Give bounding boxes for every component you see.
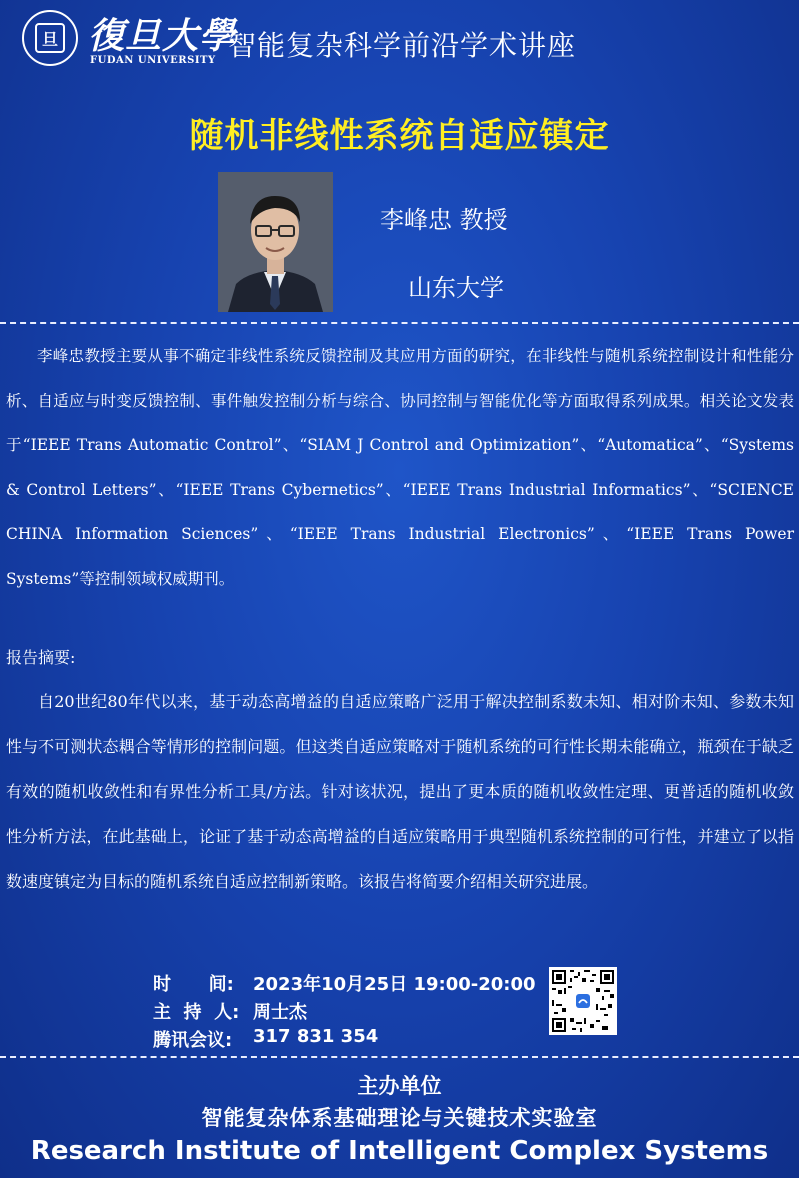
- organizer-label: 主办单位: [357, 1074, 442, 1098]
- university-logo-english: FUDAN UNIVERSITY: [90, 55, 216, 66]
- host-value: 周士杰: [253, 1002, 307, 1023]
- divider-top: [0, 322, 799, 324]
- university-logo-chinese: 復旦大學: [88, 15, 237, 57]
- host-label: 主 持 人:: [153, 1002, 240, 1023]
- university-emblem-icon: [22, 10, 78, 66]
- emblem-glyph: 旦: [35, 23, 65, 53]
- meeting-row: [153, 1026, 378, 1052]
- speaker-name: 李峰忠 教授: [380, 206, 508, 234]
- host-row: [153, 998, 307, 1024]
- lab-name-english: Research Institute of Intelligent Complex Systems: [30, 1136, 769, 1166]
- abstract-text: 自20世纪80年代以来，基于动态高增益的自适应策略广泛用于解决控制系数未知、相对阶未知、参数未知性与不可测状态耦合等情形的控制问题。但这类自适应策略对于随机系统的可行性长期未能确立，瓶颈在于缺乏有效的随机收敛性和有界性分析工具/方法。针对该状况，提出了更本质的随机收敛性定理、更普适的随机收敛性分析方法，在此基础上，论证了基于动态高增益的自适应策略用于典型随机系统控制的可行性，并建立了以指数速度镇定为目标的随机系统自适应控制新策略。该报告将简要介绍相关研究进展。: [6, 692, 794, 891]
- qr-code-icon[interactable]: [549, 967, 617, 1035]
- speaker-bio: 李峰忠教授主要从事不确定非线性系统反馈控制及其应用方面的研究，在非线性与随机系统控制设计和性能分析、自适应与时变反馈控制、事件触发控制分析与综合、协同控制与智能优化等方面取得系列成果。相关论文发表于“IEEE Trans Automatic Control”、“SIAM J Control and Optimization”、“Automatica”、“Systems & Control Letters”、“IEEE Trans Cybernetics”、“IEEE Trans Industrial Informatics”、“SCIENCE CHINA Information Sciences”、“IEEE Trans Industrial Electronics”、“IEEE Trans Power Systems”等控制领域权威期刊。: [6, 347, 794, 588]
- speaker-portrait-icon: [218, 172, 333, 312]
- speaker-affiliation: 山东大学: [408, 274, 504, 302]
- speaker-photo: [218, 172, 333, 312]
- meeting-label: 腾讯会议:: [153, 1030, 233, 1051]
- time-row: [153, 970, 536, 996]
- talk-title: 随机非线性系统自适应镇定: [189, 116, 610, 156]
- qr-pattern: [552, 970, 614, 1032]
- meeting-value: 317 831 354: [253, 1026, 379, 1047]
- divider-bottom: [0, 1056, 799, 1058]
- time-value: 2023年10月25日 19:00-20:00: [253, 974, 536, 995]
- abstract-label: 报告摘要:: [6, 648, 76, 667]
- time-label: 时 间:: [153, 974, 234, 995]
- lab-name-chinese: 智能复杂体系基础理论与关键技术实验室: [201, 1106, 598, 1130]
- lecture-series-title: 智能复杂科学前沿学术讲座: [228, 29, 577, 62]
